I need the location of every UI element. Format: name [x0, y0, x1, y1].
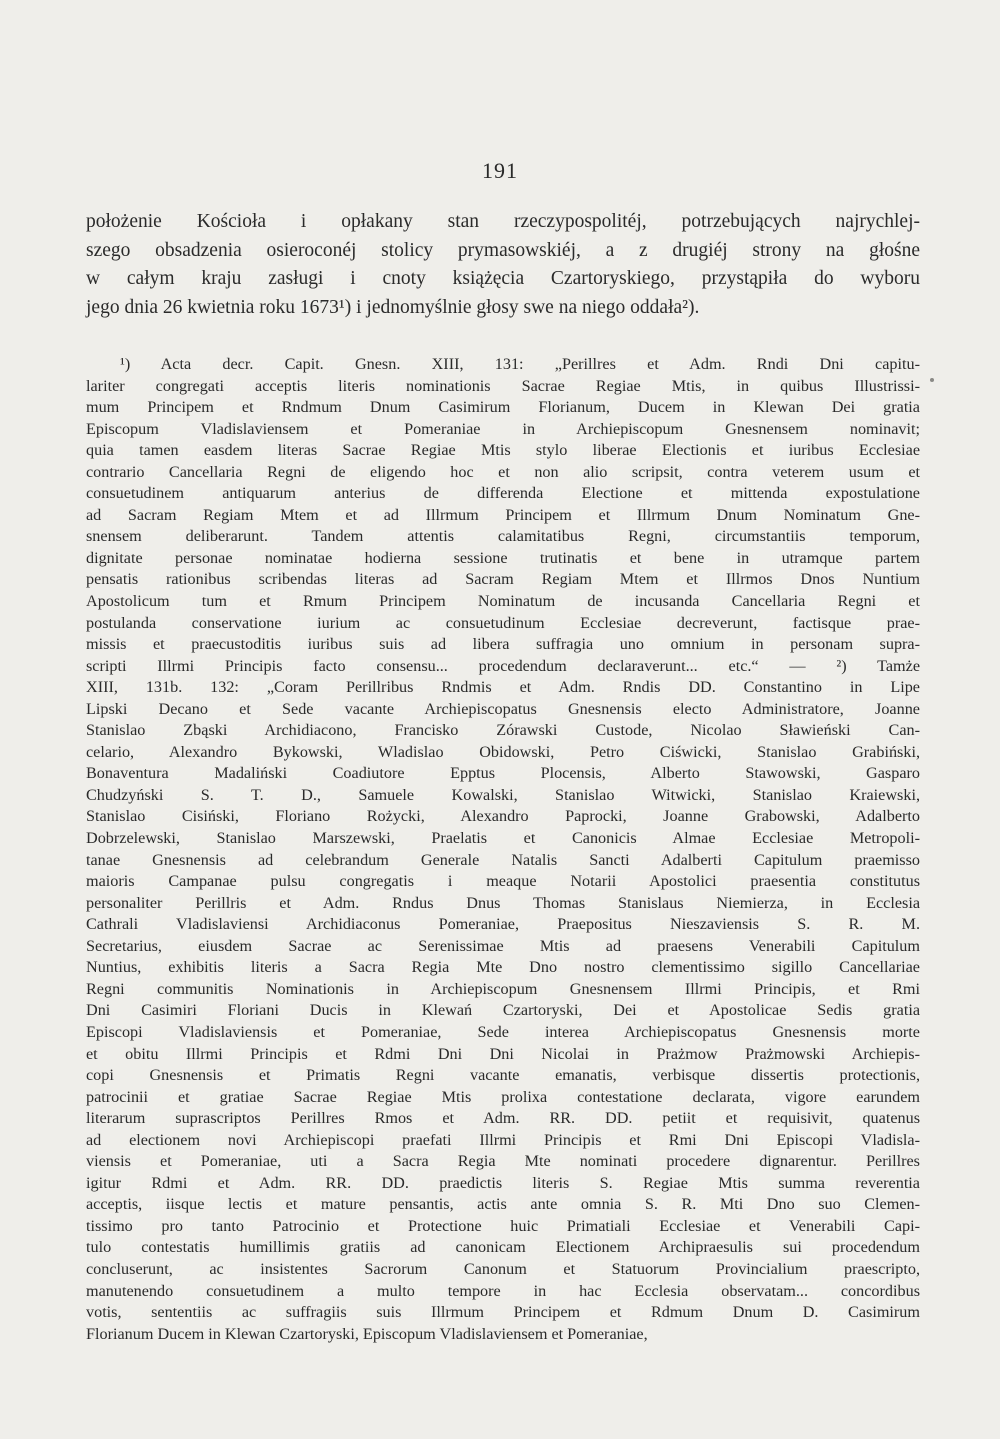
footnote-line: mum Principem et Rndmum Dnum Casimirum Florianum, Ducem in Klewan Dei gratia [86, 398, 920, 417]
footnote-line: patrocinii et gratiae Sacrae Regiae Mtis prolixa contestatione declarata, vigore earundem [86, 1087, 920, 1106]
footnote-line: concluserunt, ac insistentes Sacrorum Canonum et Statuorum Provincialium praescripto, [86, 1259, 920, 1278]
footnote-line: tissimo pro tanto Patrocinio et Protectione huic Primatiali Ecclesiae et Venerabili Capi- [86, 1216, 920, 1235]
footnote-line: dignitate personae nominatae hodierna sessione trutinatis et bene in utramque partem [86, 548, 920, 567]
footnote-line: Stanislao Zbąski Archidiacono, Francisko Zórawski Custode, Nicolao Sławieński Can- [86, 721, 920, 740]
footnote-line: contrario Cancellaria Regni de eligendo hoc et non alio scripsit, contra veterem usum et [86, 462, 920, 481]
footnote-line: Apostolicum tum et Rmum Principem Nominatum de incusanda Cancellaria Regni et [86, 592, 920, 611]
page-number: 191 [482, 158, 518, 183]
footnote-line: personaliter Perillris et Adm. Rndus Dnus Thomas Stanislaus Niemierza, in Ecclesia [86, 893, 920, 912]
footnote-line: Cathrali Vladislaviensi Archidiaconus Pomeraniae, Praepositus Nieszaviensis S. R. M. [86, 915, 920, 934]
footnote-line: Dni Casimiri Floriani Ducis in Klewań Czartoryski, Dei et Apostolicae Sedis gratia [86, 1001, 920, 1020]
footnote-line: literarum suprascriptos Perillres Rmos et Adm. RR. DD. petiit et requisivit, quatenus [86, 1109, 920, 1128]
footnote-line: snensem deliberarunt. Tandem attentis calamitatibus Regni, circumstantiis temporum, [86, 527, 920, 546]
footnote-line: Nuntius, exhibitis literis a Sacra Regia Mte Dno nostro clementissimo sigillo Cancellariae [86, 958, 920, 977]
ink-speck [930, 378, 934, 382]
footnote-line: consuetudinem antiquarum anterius de differenda Electione et mittenda expostulatione [86, 484, 920, 503]
footnote-line: Stanislao Cisiński, Floriano Rożycki, Alexandro Paprocki, Joanne Grabowski, Adalberto [86, 807, 920, 826]
footnote-line: acceptis, iisque lectis et mature pensantis, actis ante omnia S. R. Mti Dno suo Clemen- [86, 1195, 920, 1214]
footnote-line: manutenendo consuetudinem a multo tempore in hac Ecclesia observatam... concordibus [86, 1281, 920, 1300]
footnote-line: Lipski Decano et Sede vacante Archiepiscopatus Gnesnensis electo Administratore, Joanne [86, 699, 920, 718]
footnote-line: XIII, 131b. 132: „Coram Perillribus Rndmis et Adm. Rndis DD. Constantino in Lipe [86, 678, 920, 697]
footnote-line: tanae Gnesnensis ad celebrandum Generale Natalis Sancti Adalberti Capitulum praemisso [86, 850, 920, 869]
footnote-line: pensatis rationibus scribendas literas ad Sacram Regiam Mtem et Illrmos Dnos Nuntium [86, 570, 920, 589]
footnotes [86, 354, 920, 1345]
footnote-line: ad electionem novi Archiepiscopi praefati Illrmi Principis et Rmi Dni Episcopi Vladisla- [86, 1130, 920, 1149]
footnote-line: ad Sacram Regiam Mtem et ad Illrmum Principem et Illrmum Dnum Nominatum Gne- [86, 505, 920, 524]
footnote-line: copi Gnesnensis et Primatis Regni vacante emanatis, verbisque dissertis protectionis, [86, 1066, 920, 1085]
footnote-line: Secretarius, eiusdem Sacrae ac Serenissimae Mtis ad praesens Venerabili Capitulum [86, 936, 920, 955]
footnote-line: maioris Campanae pulsu congregatis i meaque Notarii Apostolici praesentia constitutus [86, 872, 920, 891]
footnote-1-start: ¹) Acta decr. Capit. Gnesn. XIII, 131: „Perillres et Adm. Rndi Dni capitu- [120, 355, 920, 373]
footnote-line: postulanda conservatione iurium ac consuetudinum Ecclesiae decreverunt, factisque prae- [86, 613, 920, 632]
footnote-line: Episcopi Vladislaviensis et Pomeraniae, Sede interea Archiepiscopatus Gnesnensis morte [86, 1022, 920, 1041]
main-text-line: w całym kraju zasługi i cnoty książęcia Czartoryskiego, przystąpiła do wyboru [86, 268, 920, 289]
footnote-line: missis et praecustoditis iuribus suis ad libera suffragia uno omnium in personam supra- [86, 635, 920, 654]
footnote-line: Florianum Ducem in Klewan Czartoryski, Episcopum Vladislaviensem et Pomeraniae, [86, 1324, 648, 1343]
footnote-line: et obitu Illrmi Principis et Rdmi Dni Dni Nicolai in Prażmow Prażmowski Archiepis- [86, 1044, 920, 1063]
footnote-line: quia tamen easdem literas Sacrae Regiae Mtis stylo liberae Electionis et iuribus Ecclesiae [86, 441, 920, 460]
footnote-line: votis, sententiis ac suffragiis suis Illrmum Principem et Rdmum Dnum D. Casimirum [86, 1303, 920, 1322]
main-text [86, 208, 920, 322]
footnote-line: Regni communitis Nominationis in Archiepiscopum Gnesnensem Illrmi Principis, et Rmi [86, 979, 920, 998]
footnote-line: viensis et Pomeraniae, uti a Sacra Regia Mte nominati procedere dignarentur. Perillres [86, 1152, 920, 1171]
footnote-line: scripti Illrmi Principis facto consensu... procedendum declaraverunt... etc.“ — ²) Tamże [86, 656, 920, 675]
footnote-line: Bonaventura Madaliński Coadiutore Epptus Plocensis, Alberto Stawowski, Gasparo [86, 764, 920, 783]
footnote-line: Episcopum Vladislaviensem et Pomeraniae in Archiepiscopum Gnesnensem nominavit; [86, 419, 920, 438]
main-text-line: położenie Kościoła i opłakany stan rzeczypospolitéj, potrzebujących najrychlej- [86, 211, 920, 232]
footnote-line: Dobrzelewski, Stanislao Marszewski, Praelatis et Canonicis Almae Ecclesiae Metropoli- [86, 829, 920, 848]
footnote-line: Chudzyński S. T. D., Samuele Kowalski, Stanislao Witwicki, Stanislao Kraiewski, [86, 785, 920, 804]
footnote-line: tulo contestatis humillimis gratiis ad canonicam Electionem Archipraesulis sui procedendum [86, 1238, 920, 1257]
main-text-line: szego obsadzenia osieroconéj stolicy prymasowskiéj, a z drugiéj strony na głośne [86, 239, 920, 261]
footnote-line: lariter congregati acceptis literis nominationis Sacrae Regiae Mtis, in quibus Illustrissi- [86, 376, 920, 395]
footnote-line: celario, Alexandro Bykowski, Wladislao Obidowski, Petro Ciświcki, Stanislao Grabiński, [86, 742, 920, 761]
main-text-line: jego dnia 26 kwietnia roku 1673¹) i jednomyślnie głosy swe na niego oddała²). [86, 296, 700, 318]
footnote-line: igitur Rdmi et Adm. RR. DD. praedictis literis S. Regiae Mtis summa reverentia [86, 1173, 920, 1192]
